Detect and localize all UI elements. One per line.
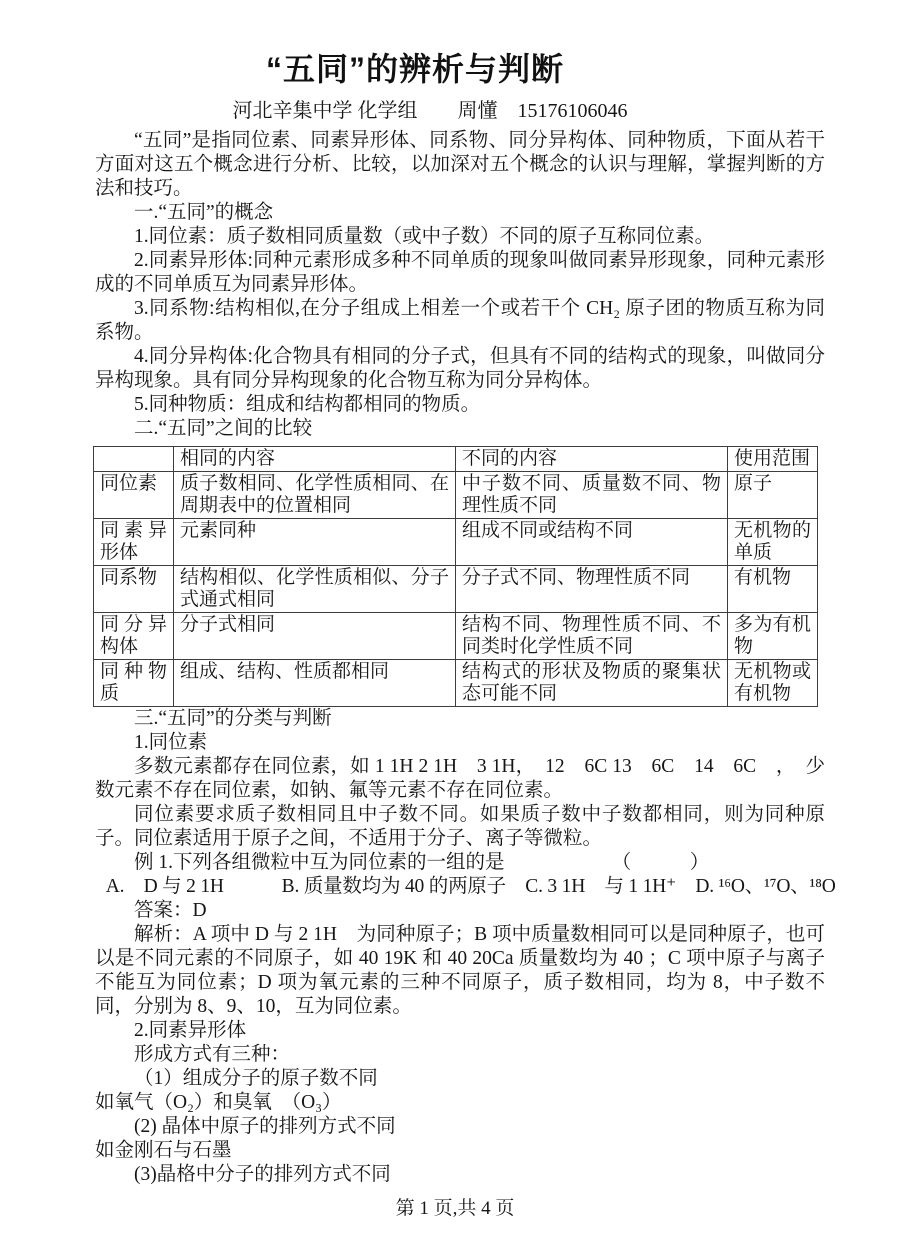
row-label-cell: 同分异构体 <box>94 613 174 660</box>
diff-content-cell: 组成不同或结构不同 <box>456 519 728 566</box>
example1-analysis: 解析：A 项中 D 与 2 1H 为同种原子；B 项中质量数相同可以是同种原子，也可以是不同元素的不同原子，如 40 19K 和 40 20Ca 质量数均为 40 ；C 项中原子与离子不能互为同位素；D 项为氧元素的三种不同原子，质子数相同，均为 8，中子数不同，分别为 8、9、10，互为同位素。 <box>95 924 825 1017</box>
byline: 河北辛集中学 化学组 周懂 15176106046 <box>232 100 628 122</box>
example1-question: 例 1.下列各组微粒中互为同位素的一组的是 （ ） <box>134 852 710 873</box>
section3-heading: 三.“五同”的分类与判断 <box>134 708 332 729</box>
definition-isotope: 1.同位素：质子数相同质量数（或中子数）不同的原子互称同位素。 <box>134 226 715 247</box>
diff-content-cell: 结构式的形状及物质的聚集状态可能不同 <box>456 660 728 707</box>
comparison-table <box>93 446 818 707</box>
definition-isomer: 4.同分异构体:化合物具有相同的分子式，但具有不同的结构式的现象，叫做同分异构现象。具有同分异构现象的化合物互称为同分异构体。 <box>95 346 825 391</box>
scope-cell: 多为有机物 <box>728 613 818 660</box>
definition-same-substance: 5.同种物质：组成和结构都相同的物质。 <box>134 394 481 415</box>
scope-cell: 无机物或有机物 <box>728 660 818 707</box>
way3-label: (3)晶格中分子的排列方式不同 <box>134 1164 391 1185</box>
row-label-cell: 同种物质 <box>94 660 174 707</box>
table-header-different: 不同的内容 <box>456 447 728 472</box>
table-row-isomer <box>94 613 818 660</box>
scope-cell: 无机物的单质 <box>728 519 818 566</box>
section2-heading: 二.“五同”之间的比较 <box>134 418 313 439</box>
table-row-same-substance <box>94 660 818 707</box>
section1-heading: 一.“五同”的概念 <box>134 202 274 223</box>
table-header-empty <box>94 447 174 472</box>
row-label-cell: 同素异形体 <box>94 519 174 566</box>
scope-cell: 有机物 <box>728 566 818 613</box>
row-label-cell: 同位素 <box>94 472 174 519</box>
same-content-cell: 元素同种 <box>174 519 456 566</box>
example1-answer: 答案：D <box>134 900 207 921</box>
way1-example: 如氧气（O₂）和臭氧 （O₃） <box>95 1092 342 1113</box>
page-number-footer: 第 1 页,共 4 页 <box>395 1198 515 1219</box>
same-content-cell: 质子数相同、化学性质相同、在周期表中的位置相同 <box>174 472 456 519</box>
scope-cell: 原子 <box>728 472 818 519</box>
isotope-examples-paragraph: 多数元素都存在同位素，如 1 1H 2 1H 3 1H， 12 6C 13 6C 14 6C ， 少数元素不存在同位素，如钠、氟等元素不存在同位素。 <box>95 756 825 801</box>
diff-content-cell: 中子数不同、质量数不同、物理性质不同 <box>456 472 728 519</box>
same-content-cell: 分子式相同 <box>174 613 456 660</box>
same-content-cell: 结构相似、化学性质相似、分子式通式相同 <box>174 566 456 613</box>
way2-label: (2) 晶体中原子的排列方式不同 <box>134 1116 396 1137</box>
diff-content-cell: 分子式不同、物理性质不同 <box>456 566 728 613</box>
sub2-heading: 2.同素异形体 <box>134 1020 247 1041</box>
table-header-row <box>94 447 818 472</box>
diff-content-cell: 结构不同、物理性质不同、不同类时化学性质不同 <box>456 613 728 660</box>
definition-homolog: 3.同系物:结构相似,在分子组成上相差一个或若干个 CH₂ 原子团的物质互称为同系物。 <box>95 298 825 343</box>
isotope-rule-paragraph: 同位素要求质子数相同且中子数不同。如果质子数中子数都相同，则为同种原子。同位素适用于原子之间，不适用于分子、离子等微粒。 <box>95 804 825 849</box>
doc-title: “五同”的辨析与判断 <box>265 51 564 87</box>
table-header-scope: 使用范围 <box>728 447 818 472</box>
definition-allotrope: 2.同素异形体:同种元素形成多种不同单质的现象叫做同素异形现象，同种元素形成的不同单质互为同素异形体。 <box>95 250 825 295</box>
table-header-same: 相同的内容 <box>174 447 456 472</box>
intro-paragraph: “五同”是指同位素、同素异形体、同系物、同分异构体、同种物质，下面从若干方面对这五个概念进行分析、比较，以加深对五个概念的认识与理解，掌握判断的方法和技巧。 <box>95 130 825 199</box>
table-row-isotope <box>94 472 818 519</box>
sub2-intro: 形成方式有三种： <box>134 1044 291 1065</box>
row-label-cell: 同系物 <box>94 566 174 613</box>
doc-body <box>95 129 836 1220</box>
same-content-cell: 组成、结构、性质都相同 <box>174 660 456 707</box>
table-row-allotrope <box>94 519 818 566</box>
way2-example: 如金刚石与石墨 <box>95 1140 232 1161</box>
sub1-heading: 1.同位素 <box>134 732 208 753</box>
table-row-homolog <box>94 566 818 613</box>
example1-options: A. D 与 2 1H B. 质量数均为 40 的两原子 C. 3 1H 与 1 1H⁺ D. ¹⁶O、¹⁷O、¹⁸O <box>105 876 836 897</box>
way1-label: （1）组成分子的原子数不同 <box>134 1068 378 1089</box>
